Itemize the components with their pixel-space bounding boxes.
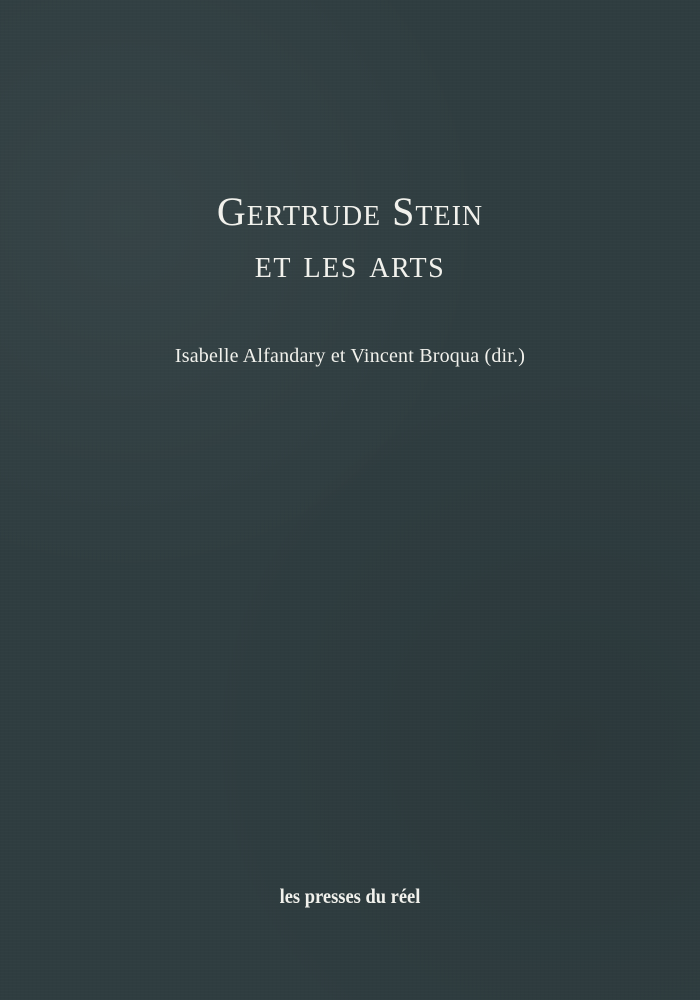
book-authors: Isabelle Alfandary et Vincent Broqua (dir.)	[174, 345, 526, 367]
book-title-line-1: Gertrude Stein	[216, 189, 484, 234]
publisher-name: les presses du réel	[279, 884, 421, 908]
book-title-line-2: et les arts	[254, 241, 446, 286]
